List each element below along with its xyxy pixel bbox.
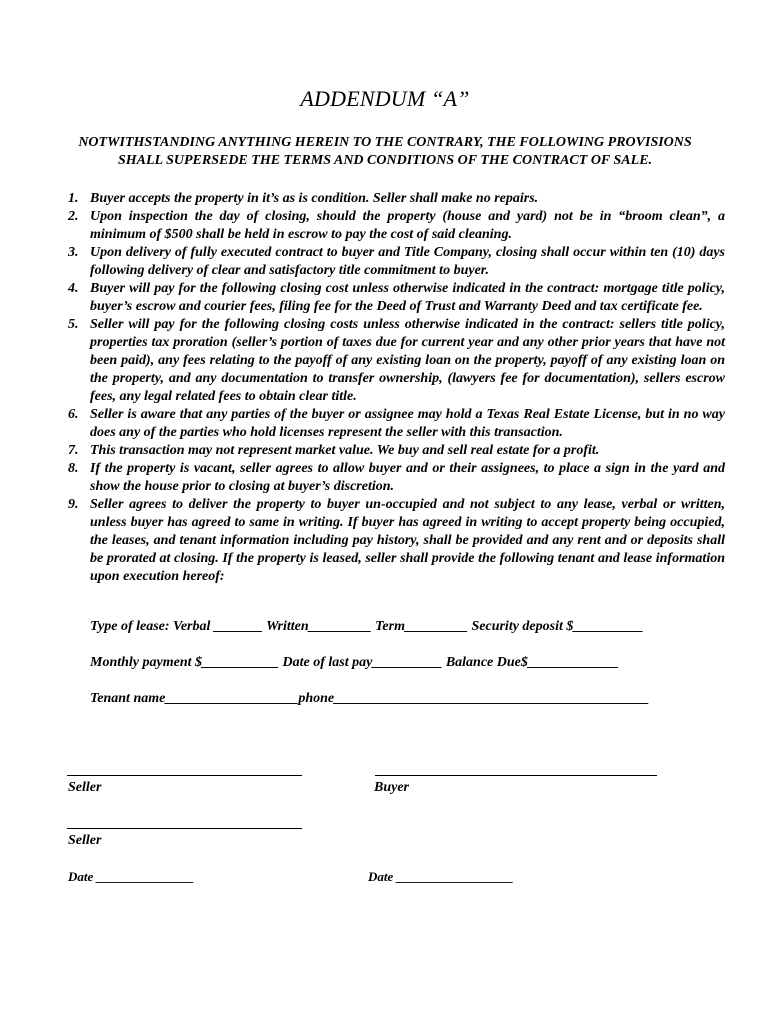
provision-text: This transaction may not represent market value. We buy and sell real estate for a profit. bbox=[90, 443, 600, 458]
addendum-subtitle bbox=[40, 134, 730, 170]
provision-item bbox=[60, 190, 725, 208]
seller-date-field[interactable]: Date _______________ bbox=[68, 869, 195, 884]
subtitle-line-1: NOTWITHSTANDING ANYTHING HEREIN TO THE CONTRARY, THE FOLLOWING PROVISIONS bbox=[78, 135, 692, 150]
provision-text: Buyer accepts the property in it’s as is condition. Seller shall make no repairs. bbox=[90, 191, 539, 206]
provision-number: 9. bbox=[68, 497, 79, 512]
provision-item bbox=[60, 460, 725, 496]
subtitle-line-2: SHALL SUPERSEDE THE TERMS AND CONDITIONS OF THE CONTRACT OF SALE. bbox=[117, 153, 653, 168]
provision-text: Upon inspection the day of closing, should the property (house and yard) not be in “broom clean”, a minimum of $500 shall be held in escrow to pay the cost of said cleaning. bbox=[90, 209, 725, 242]
lease-type-line[interactable]: Type of lease: Verbal _______ Written_________ Term_________ Security deposit $__________ bbox=[90, 619, 644, 634]
buyer-date-field[interactable]: Date __________________ bbox=[368, 869, 514, 884]
provision-text: Seller is aware that any parties of the buyer or assignee may hold a Texas Real Estate License, but in no way does any of the parties who hold licenses represent the seller with this transaction. bbox=[90, 407, 725, 440]
buyer-label: Buyer bbox=[374, 780, 409, 795]
provision-text: Seller will pay for the following closing costs unless otherwise indicated in the contract: sellers title policy, properties tax proration (seller’s portion of taxes due for current year and any other prior years that have not been paid), any fees relating to the payoff of any existing loan on the property, payoff of any existing loan on the property, and any documentation to transfer ownership, (lawyers fee for documentation), sellers escrow fees, any legal related fees to obtain clear title. bbox=[90, 317, 725, 404]
provision-item bbox=[60, 442, 725, 460]
monthly-payment-line[interactable]: Monthly payment $___________ Date of last pay__________ Balance Due$_____________ bbox=[90, 655, 619, 670]
provision-item bbox=[60, 244, 725, 280]
provision-number: 5. bbox=[68, 317, 79, 332]
provision-number: 7. bbox=[68, 443, 79, 458]
provision-text: If the property is vacant, seller agrees to allow buyer and or their assignees, to place a sign in the yard and show the house prior to closing at buyer’s discretion. bbox=[90, 461, 725, 494]
provision-number: 8. bbox=[68, 461, 79, 476]
provision-number: 1. bbox=[68, 191, 79, 206]
seller-signature-line-2[interactable] bbox=[67, 828, 302, 829]
provision-number: 4. bbox=[68, 281, 79, 296]
provision-text: Buyer will pay for the following closing cost unless otherwise indicated in the contract: mortgage title policy, buyer’s escrow and courier fees, filing fee for the Deed of Trust and Warranty Deed and tax certificate fee. bbox=[90, 281, 725, 314]
provision-item bbox=[60, 406, 725, 442]
provision-item bbox=[60, 496, 725, 586]
seller-label-2: Seller bbox=[68, 833, 102, 848]
buyer-signature-line[interactable] bbox=[375, 775, 657, 776]
provision-item bbox=[60, 208, 725, 244]
provisions-list bbox=[60, 190, 725, 586]
provision-item bbox=[60, 280, 725, 316]
addendum-title: ADDENDUM “A” bbox=[300, 86, 470, 111]
provision-number: 3. bbox=[68, 245, 79, 260]
tenant-name-line[interactable]: Tenant name___________________phone_____________________________________________ bbox=[90, 691, 650, 706]
provision-number: 2. bbox=[68, 209, 79, 224]
provision-text: Upon delivery of fully executed contract to buyer and Title Company, closing shall occur within ten (10) days following delivery of clear and satisfactory title commitment to buyer. bbox=[90, 245, 725, 278]
provision-text: Seller agrees to deliver the property to buyer un-occupied and not subject to any lease, verbal or written, unless buyer has agreed to same in writing. If buyer has agreed in writing to accept property being occupied, the leases, and tenant information including pay history, shall be provided and any rent and or deposits shall be prorated at closing. If the property is leased, seller shall provide the following tenant and lease information upon execution hereof: bbox=[90, 497, 725, 584]
seller-label-1: Seller bbox=[68, 780, 102, 795]
provision-number: 6. bbox=[68, 407, 79, 422]
provision-item bbox=[60, 316, 725, 406]
seller-signature-line-1[interactable] bbox=[67, 775, 302, 776]
